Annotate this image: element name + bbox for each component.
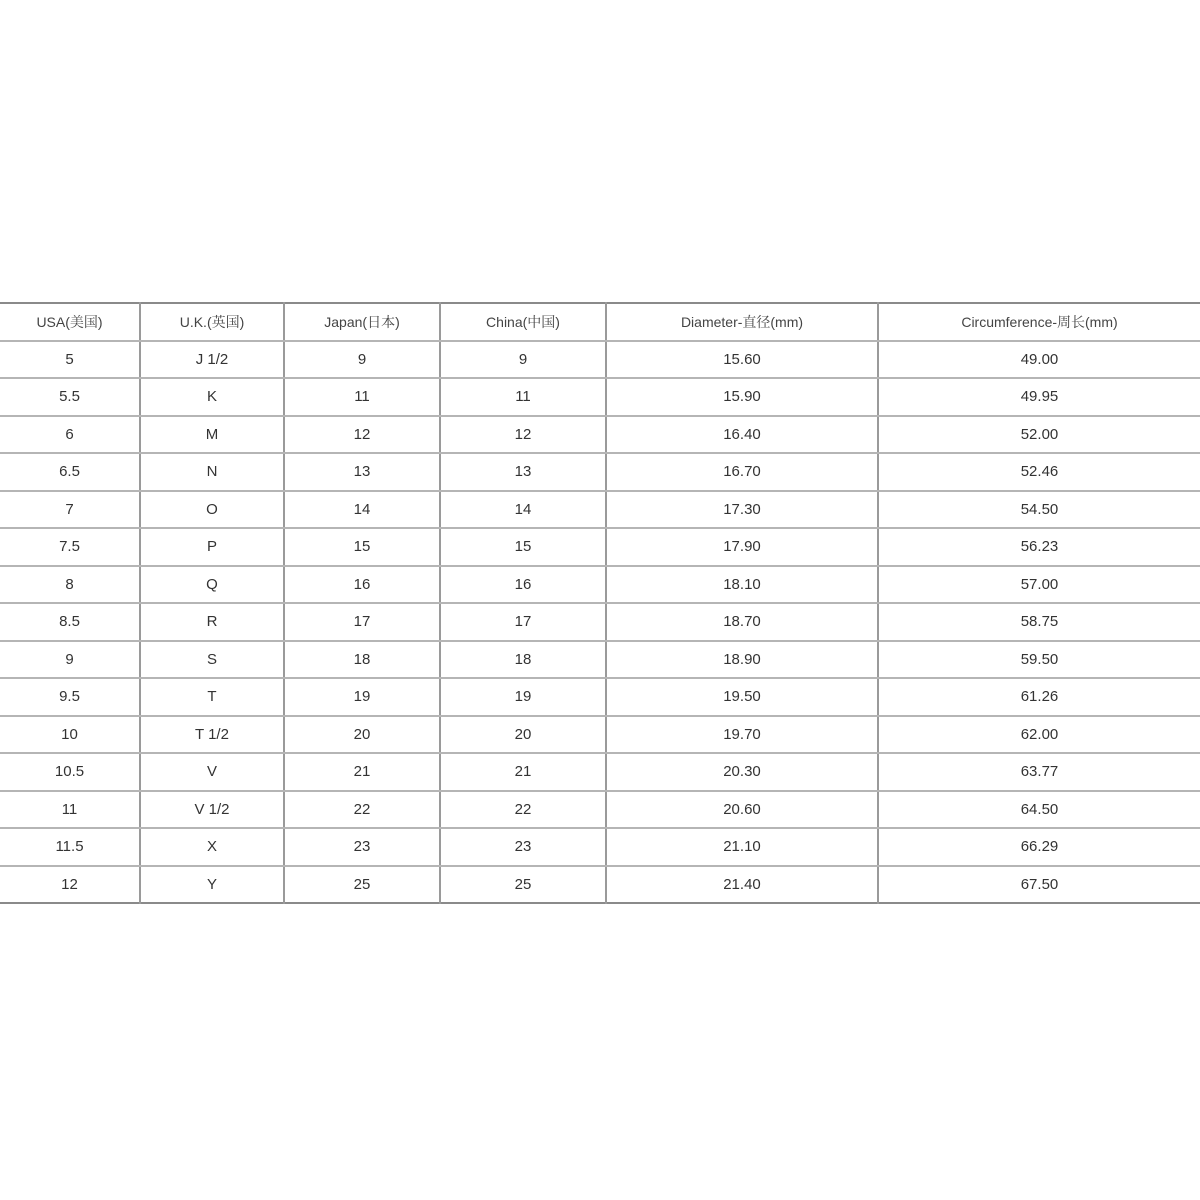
cell-china: 23: [440, 828, 606, 866]
cell-circumference: 63.77: [878, 753, 1200, 791]
table-row: [0, 453, 1200, 491]
cell-uk: Y: [140, 866, 284, 904]
cell-china: 18: [440, 641, 606, 679]
table-header-row: [0, 303, 1200, 341]
cell-uk: S: [140, 641, 284, 679]
cell-uk: N: [140, 453, 284, 491]
table-row: [0, 641, 1200, 679]
cell-usa: 12: [0, 866, 140, 904]
cell-china: 22: [440, 791, 606, 829]
cell-usa: 7: [0, 491, 140, 529]
cell-diameter: 15.90: [606, 378, 878, 416]
cell-uk: V 1/2: [140, 791, 284, 829]
cell-usa: 11: [0, 791, 140, 829]
table-row: [0, 341, 1200, 379]
cell-usa: 8.5: [0, 603, 140, 641]
header-usa: USA(美国): [0, 303, 140, 341]
cell-china: 17: [440, 603, 606, 641]
cell-china: 25: [440, 866, 606, 904]
table-row: [0, 791, 1200, 829]
cell-usa: 6.5: [0, 453, 140, 491]
cell-usa: 8: [0, 566, 140, 604]
cell-china: 11: [440, 378, 606, 416]
table-row: [0, 866, 1200, 904]
cell-japan: 15: [284, 528, 440, 566]
cell-circumference: 66.29: [878, 828, 1200, 866]
cell-usa: 5.5: [0, 378, 140, 416]
cell-circumference: 67.50: [1020, 875, 1059, 893]
cell-uk: K: [140, 378, 284, 416]
cell-japan: 16: [284, 566, 440, 604]
table-row: [0, 828, 1200, 866]
cell-uk: V: [140, 753, 284, 791]
cell-uk: T 1/2: [140, 716, 284, 754]
table-row: [0, 753, 1200, 791]
table-row: [0, 566, 1200, 604]
table-row: [0, 528, 1200, 566]
cell-uk: J 1/2: [140, 341, 284, 379]
cell-diameter: 18.90: [606, 641, 878, 679]
table-row: [0, 378, 1200, 416]
cell-uk: X: [140, 828, 284, 866]
cell-diameter: 15.60: [606, 341, 878, 379]
cell-circumference: 57.00: [878, 566, 1200, 604]
cell-usa: 7.5: [0, 528, 140, 566]
cell-japan: 21: [284, 753, 440, 791]
cell-uk: Q: [140, 566, 284, 604]
cell-circumference: 52.46: [878, 453, 1200, 491]
header-circumference: Circumference-周长(mm): [878, 303, 1200, 341]
cell-japan: 9: [284, 341, 440, 379]
cell-china: 19: [440, 678, 606, 716]
cell-japan: 19: [284, 678, 440, 716]
cell-china: 16: [440, 566, 606, 604]
cell-diameter: 21.10: [606, 828, 878, 866]
cell-diameter: 19.70: [606, 716, 878, 754]
cell-uk: O: [140, 491, 284, 529]
cell-japan: 23: [284, 828, 440, 866]
cell-china: 12: [440, 416, 606, 454]
cell-diameter: 18.70: [606, 603, 878, 641]
cell-diameter: 18.10: [606, 566, 878, 604]
cell-usa: 10: [0, 716, 140, 754]
cell-china: 15: [440, 528, 606, 566]
cell-china: 13: [440, 453, 606, 491]
cell-diameter: 21.40: [606, 866, 878, 904]
cell-china: 20: [440, 716, 606, 754]
cell-circumference: 62.00: [878, 716, 1200, 754]
table-row: [0, 491, 1200, 529]
cell-china: 14: [440, 491, 606, 529]
cell-diameter: 17.90: [606, 528, 878, 566]
cell-circumference: 61.26: [878, 678, 1200, 716]
cell-japan: 20: [284, 716, 440, 754]
cell-japan: 11: [284, 378, 440, 416]
cell-circumference: 56.23: [878, 528, 1200, 566]
cell-circumference: 49.00: [878, 341, 1200, 379]
cell-circumference: 54.50: [878, 491, 1200, 529]
cell-usa: 9.5: [0, 678, 140, 716]
cell-japan: 14: [284, 491, 440, 529]
header-diameter: Diameter-直径(mm): [606, 303, 878, 341]
cell-japan: 18: [284, 641, 440, 679]
cell-diameter: 16.70: [606, 453, 878, 491]
table-row: [0, 678, 1200, 716]
cell-japan: 17: [284, 603, 440, 641]
header-japan: Japan(日本): [284, 303, 440, 341]
cell-usa: 11.5: [0, 828, 140, 866]
cell-circumference: 52.00: [878, 416, 1200, 454]
table-row: [0, 716, 1200, 754]
cell-usa: 9: [0, 641, 140, 679]
header-china: China(中国): [440, 303, 606, 341]
cell-japan: 12: [284, 416, 440, 454]
cell-uk: P: [140, 528, 284, 566]
cell-diameter: 17.30: [606, 491, 878, 529]
cell-japan: 13: [284, 453, 440, 491]
cell-uk: R: [140, 603, 284, 641]
cell-diameter: 20.30: [606, 753, 878, 791]
cell-china: 9: [440, 341, 606, 379]
cell-diameter: 20.60: [606, 791, 878, 829]
cell-circumference: 64.50: [878, 791, 1200, 829]
table-body: [0, 341, 1200, 904]
header-uk: U.K.(英国): [140, 303, 284, 341]
cell-usa: 10.5: [0, 753, 140, 791]
cell-china: 21: [440, 753, 606, 791]
cell-circumference: 49.95: [878, 378, 1200, 416]
cell-circumference: 58.75: [878, 603, 1200, 641]
cell-uk: T: [140, 678, 284, 716]
cell-usa: 6: [0, 416, 140, 454]
cell-diameter: 16.40: [606, 416, 878, 454]
cell-japan: 22: [284, 791, 440, 829]
cell-uk: M: [140, 416, 284, 454]
cell-diameter: 19.50: [606, 678, 878, 716]
cell-japan: 25: [284, 866, 440, 904]
cell-usa: 5: [0, 341, 140, 379]
ring-size-table: [0, 302, 1200, 904]
table-row: [0, 603, 1200, 641]
cell-circumference: 59.50: [878, 641, 1200, 679]
table-row: [0, 416, 1200, 454]
